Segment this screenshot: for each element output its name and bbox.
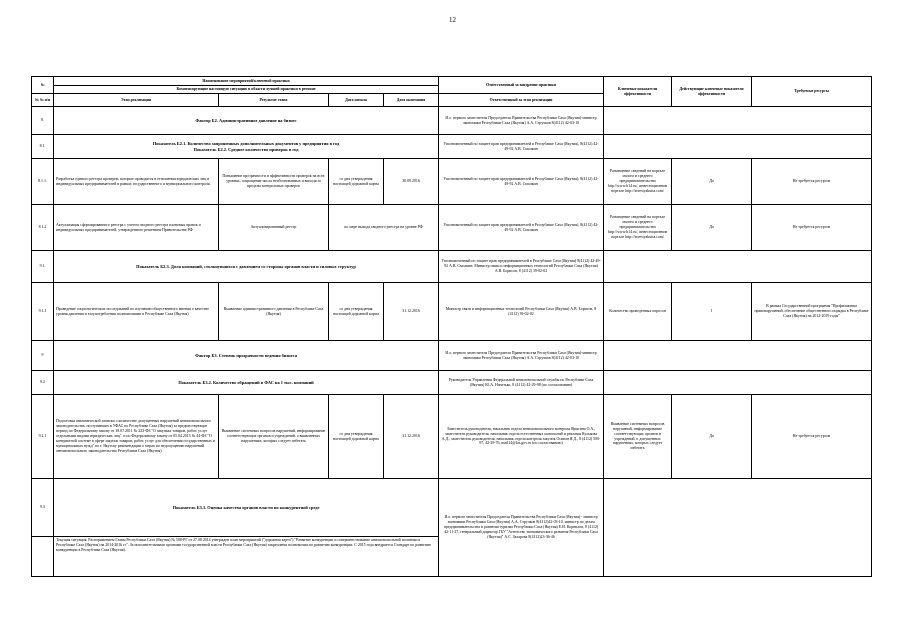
row-responsible: Заместитель руководителя, начальник отдела антимонопольного контроля Ярыгина О.А., заместитель руководителя, начальник отдела естественных монополий и рекламы Кулькова А.Д., заместитель руководителя, начальник отдела контроля закупок Осипов Я.Д., 8 (4112) 500-97, 42-29-76, mail14@fas.gov.ru (по согласованию) (439, 395, 604, 479)
stage-content: Подготовка аналитической записки о количестве допущенных нарушений антимонопольного законодательства, поступивших в УФАС по Республике Саха (Якутия) за предшествующие период по Федеральному закону от 18.07.2011 № 223-ФЗ "О закупках товаров, работ, услуг отдельными видами юридических лиц", и по Федеральному закону от 05.04.2013 № 44-ФЗ "О контрактной системе в сфере закупок товаров, работ, услуг для обеспечения государственных и муниципальных нужд" по г. Якутску рекомендации о мерах по недопущению нарушений антимонопольного законодательства Республики Саха (Якутия) (54, 395, 219, 479)
row-responsible: И.о. первого заместителя Председателя Правительства Республики Саха (Якутия) - министр экономики Республики Саха (Якутия) А.А. Стручков 8(4112)42-03-10, министр по делам предпринимательства и развития туризма Республики Саха (Якутия) Е.И. Корнилов, 8 (4112) 42-11-27, генеральный директор ГБУ "Агентство экономического развития Республики Саха (Якутия)" А.С. Захарова 8(4112)23-36-46 (439, 479, 604, 577)
row-number: 8.1.1. (32, 159, 54, 205)
end-date: 31.12.2016 (384, 283, 439, 341)
page-number: 12 (449, 16, 456, 24)
empty-cell (32, 537, 54, 577)
header-no-sub: № № п/п (32, 94, 54, 107)
row-number: 9.1. (32, 251, 54, 283)
kpi-cell: Размещение сведений на портале малого и среднего предпринимательства http://www.b14.ru/, инвестиционном портале http://investyakutia.com/ (604, 159, 672, 205)
empty-cell (604, 107, 872, 135)
header-key-indicators: Ключевые показатели эффективности (604, 77, 672, 107)
empty-cell (604, 251, 872, 283)
stage-content: Актуализация сформированного реестра с учетом сводного реестра плановых правок и индивидуальных предпринимателей, утвержденного решением Правительства РФ (54, 205, 219, 251)
header-name-row2: Компенсирующие настоящую ситуацию в области лучшей практики в регионе (54, 86, 439, 94)
row-number: 8.1. (32, 135, 54, 159)
table-row (32, 341, 872, 371)
table-row (32, 283, 872, 341)
row-number: 9.2.1 (32, 395, 54, 479)
row-responsible: Уполномоченный по защите прав предпринимателей в Республике Саха (Якутия), 8(4112) 42-49-92 А.В. Смолкин (439, 135, 604, 159)
resources-cell: Не требуется ресурсов (752, 395, 872, 479)
indicator-title: Показатель Б2.1. Количество запрошенных дополнительных документов у предприятия в год Показатель Б2.2. Среднее количество проверок в год (54, 135, 439, 159)
row-responsible: И.о. первого заместителя Председателя Правительства Республики Саха (Якутия)-министр экономики Республики Саха (Якутия) А.А. Стручков 8(4112) 42-03-10 (439, 341, 604, 371)
table-row (32, 371, 872, 395)
header-name-row1: Наименование мероприятий/ключевой практики (54, 77, 439, 86)
start-date: по мере выхода сводного реестра на уровне РФ (329, 205, 439, 251)
indicator-title: Показатель Б3.2. Количество обращений в ФАС на 1 тыс. компаний (54, 371, 439, 395)
stage-result: Выявление системных вопросов нарушений, информирование соответствующих органов и учреждений, о выявленных нарушениях, которых следует избегать (219, 395, 329, 479)
end-date: 31.12.2016 (384, 395, 439, 479)
row-number: 9.2 (32, 371, 54, 395)
actual-value: Да (672, 395, 752, 479)
empty-cell (604, 371, 872, 395)
header-actual-values: Действующие ключевые показатели эффективности (672, 77, 752, 107)
factor-title: Фактор Б3. Степень прозрачности ведения бизнеса (54, 341, 439, 371)
row-responsible: Уполномоченный по защите прав предпринимателей в Республике Саха (Якутия) 8(4112) 42-49-92 А.В. Смолкин; Министр связи и информационных технологий Республики Саха (Якутия) А.В. Борисов, 8 (4112) 39-02-02 (439, 251, 604, 283)
header-stage-result: Результат этапа (219, 94, 329, 107)
end-date: 30.09.2016 (384, 159, 439, 205)
factor-title: Фактор Б2. Административное давление на бизнес (54, 107, 439, 135)
header-row-1 (32, 77, 872, 86)
row-number: 8.1.2 (32, 205, 54, 251)
table-row (32, 479, 872, 537)
row-number: 8. (32, 107, 54, 135)
table-row (32, 395, 872, 479)
stage-result: Актуализированный реестр (219, 205, 329, 251)
row-number: 9.3 (32, 479, 54, 537)
roadmap-table (31, 76, 872, 577)
header-stage-content: Этап реализации (54, 94, 219, 107)
start-date: со дня утверждения настоящей дорожной карты (329, 283, 384, 341)
resources-cell: Не требуется ресурсов (752, 159, 872, 205)
current-situation-note: Текущая ситуация: Распоряжением Главы Республики Саха (Якутия) № 508-РГ от 27.08.2014 утвержден план мероприятий ("дорожная карта") "Развитие конкуренции и совершенствование антимонопольной политики в Республике Саха (Якутия) на 2014-2016 гг". За исполнительными органами государственной власти Республики Саха (Якутия) закреплены полномочия по развитию конкуренции. С 2015 года внедряется Стандарт по развитию конкуренции в Республике Саха (Якутия). (54, 537, 439, 577)
table-row (32, 251, 872, 283)
row-responsible: И.о. первого заместителя Председателя Правительства Республики Саха (Якутия)-министр экономики Республики Саха (Якутия) А.А. Стручков 8(4112) 42-03-10 (439, 107, 604, 135)
actual-value: 1 (672, 283, 752, 341)
start-date: со дня утверждения настоящей дорожной карты (329, 395, 384, 479)
stage-result: Повышение прозрачности и эффективности проверок на всех уровнях, сокращение числа необоснованных и выходя за пределы контрольных проверок (219, 159, 329, 205)
kpi-cell: Выявление системных вопросов нарушений, информирование соответствующих органов и учреждений, о допущенных нарушениях, которых следует избегать (604, 395, 672, 479)
kpi-cell: Количество проведенных опросов (604, 283, 672, 341)
stage-content: Проведение социологических исследований по изучению общественного мнения о качестве уровня давления и злоупотребления полномочиями в Республике Саха (Якутия) (54, 283, 219, 341)
resources-cell: В рамках Государственной программы "Профилактика правонарушений, обеспечение общественного порядка в Республике Саха (Якутия) на 2012-2019 годы" (752, 283, 872, 341)
row-responsible: Министр связи и информационных технологий Республики Саха (Якутия) А.В. Борисов, 8 (4112) 39-02-02 (439, 283, 604, 341)
header-no: № (32, 77, 54, 94)
header-start-date: Дата начала (329, 94, 384, 107)
indicator-title: Показатель Б2.3. Доля компаний, столкнувшихся с давлением со стороны органов власти и силовых структур (54, 251, 439, 283)
header-end-date: Дата окончания (384, 94, 439, 107)
actual-value: Да (672, 159, 752, 205)
stage-result: Выявление административного давления в Республике Саха (Якутия) (219, 283, 329, 341)
header-stage-responsible: Ответственный за этап реализации (439, 94, 604, 107)
row-number: 9 (32, 341, 54, 371)
header-responsible: Ответственный за внедрение практики (439, 77, 604, 94)
header-resources: Требуемые ресурсы (752, 77, 872, 107)
kpi-cell: Размещение сведений на портале малого и среднего предпринимательства http://www.b14.ru/, инвестиционном портале http://investyakutia.com/ (604, 205, 672, 251)
table-row (32, 135, 872, 159)
actual-value: Да (672, 205, 752, 251)
empty-cell (604, 341, 872, 371)
table-row (32, 107, 872, 135)
row-number: 9.1.1 (32, 283, 54, 341)
empty-cell (604, 135, 872, 159)
row-responsible: Руководитель Управления Федеральной антимонопольной службы по Республике Саха (Якутия) Ю.А. Нагитько, 8 (4112) 42-29-98 (по согласованию) (439, 371, 604, 395)
resources-cell: Не требуется ресурсов (752, 205, 872, 251)
indicator-title: Показатель Б3.3. Оценка качества органов власти по конкурентной среде (54, 479, 439, 537)
start-date: со дня утверждения настоящей дорожной карты (329, 159, 384, 205)
row-responsible: Уполномоченный по защите прав предпринимателей в Республике Саха (Якутия), 8(4112) 42-49-92 А.В. Смолкин (439, 205, 604, 251)
table-row (32, 159, 872, 205)
stage-content: Разработка единого реестра проверок, которые проводятся в отношении юридических лиц и индивидуальных предпринимателей в рамках государственного и муниципального контроля. (54, 159, 219, 205)
row-responsible: Уполномоченный по защите прав предпринимателей в Республике Саха (Якутия), 8(4112) 42-49-92 А.В. Смолкин (439, 159, 604, 205)
empty-cell (604, 479, 872, 577)
table-row (32, 205, 872, 251)
